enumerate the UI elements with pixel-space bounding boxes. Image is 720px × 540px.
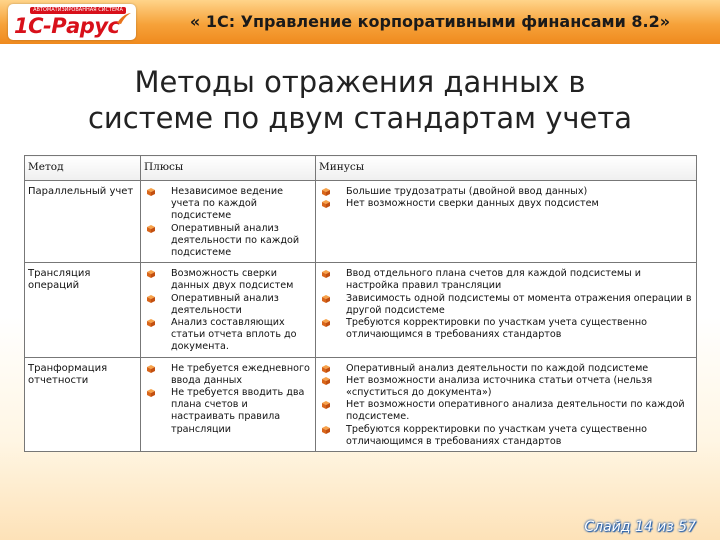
header-bar (0, 0, 720, 44)
cons-cell (316, 357, 697, 451)
orange-cube-bullet-icon (147, 365, 155, 373)
cons-item-text: Большие трудозатраты (двойной ввод данных) (346, 186, 588, 197)
pros-item-text: Оперативный анализ деятельности (171, 292, 279, 316)
slide-title (0, 64, 720, 136)
cons-item-text: Оперативный анализ деятельности по каждой подсистеме (346, 362, 649, 374)
brand-logo (8, 4, 136, 40)
list-item (319, 375, 693, 399)
orange-cube-bullet-icon (147, 295, 155, 303)
slide-title-line-1: Методы отражения данных в (134, 65, 586, 99)
pros-list (144, 186, 312, 259)
cons-cell (316, 181, 697, 263)
cons-item-text: Нет возможности сверки данных двух подсистем (346, 198, 599, 210)
column-header-cons: Минусы (316, 156, 697, 181)
method-cell: Трансляция операций (25, 263, 141, 357)
list-item (319, 399, 693, 423)
orange-cube-bullet-icon (322, 200, 330, 208)
orange-cube-bullet-icon (322, 270, 330, 278)
list-item (319, 186, 693, 198)
pros-item-text: Оперативный анализ деятельности по каждой подсистеме (171, 222, 300, 259)
method-cell: Транформация отчетности (25, 357, 141, 451)
cons-cell (316, 263, 697, 357)
cons-item-text: Требуются корректировки по участкам учета существенно отличающимся в требованиях стандартов (346, 317, 647, 341)
table-row (25, 263, 697, 357)
orange-cube-bullet-icon (322, 295, 330, 303)
cons-item-text: Зависимость одной подсистемы от момента отражения операции в другой подсистеме (346, 292, 692, 316)
table-row (25, 357, 697, 451)
cons-list (319, 363, 693, 448)
cons-item-text: Ввод отдельного плана счетов для каждой подсистемы и настройка правил трансляции (346, 268, 641, 292)
list-item (144, 317, 312, 354)
list-item (319, 293, 693, 317)
pros-cell (141, 357, 316, 451)
list-item (144, 186, 312, 223)
table-header-row (25, 156, 697, 181)
orange-cube-bullet-icon (147, 389, 155, 397)
table-row (25, 181, 697, 263)
orange-cube-bullet-icon (147, 270, 155, 278)
cons-item-text: Нет возможности оперативного анализа деятельности по каждой подсистеме. (346, 399, 685, 423)
pros-list (144, 363, 312, 436)
pros-list (144, 268, 312, 353)
orange-cube-bullet-icon (322, 426, 330, 434)
pros-cell (141, 181, 316, 263)
orange-cube-bullet-icon (322, 319, 330, 327)
logo-caption: АВТОМАТИЗИРОВАННАЯ СИСТЕМА (30, 7, 126, 14)
orange-cube-bullet-icon (322, 401, 330, 409)
list-item (319, 363, 693, 375)
list-item (144, 387, 312, 436)
cons-item-text: Требуются корректировки по участкам учета существенно отличающимся в требованиях стандартов (346, 423, 647, 447)
list-item (319, 424, 693, 448)
orange-cube-bullet-icon (147, 225, 155, 233)
methods-table (24, 155, 697, 452)
pros-item-text: Независимое ведение учета по каждой подсистеме (171, 186, 284, 222)
logo-wordmark: 1С-Рарус (14, 14, 120, 38)
header-title: « 1С: Управление корпоративными финансами 8.2» (189, 12, 671, 31)
slide-counter: Слайд 14 из 57 (584, 519, 696, 535)
list-item (144, 223, 312, 260)
pros-item-text: Не требуется ежедневного ввода данных (171, 362, 310, 386)
list-item (144, 268, 312, 292)
swoosh-icon (116, 11, 132, 27)
list-item (319, 268, 693, 292)
table-body (25, 181, 697, 452)
list-item (319, 198, 693, 210)
list-item (319, 317, 693, 341)
orange-cube-bullet-icon (322, 365, 330, 373)
slide-title-line-2: системе по двум стандартам учета (87, 101, 633, 135)
cons-list (319, 268, 693, 341)
column-header-pros: Плюсы (141, 156, 316, 181)
cons-list (319, 186, 693, 210)
list-item (144, 293, 312, 317)
orange-cube-bullet-icon (322, 188, 330, 196)
pros-item-text: Не требуется вводить два плана счетов и настраивать правила трансляции (171, 387, 305, 435)
cons-item-text: Нет возможности анализа источника статьи отчета (нельзя «спуститься до документа») (346, 374, 653, 399)
pros-cell (141, 263, 316, 357)
orange-cube-bullet-icon (147, 188, 155, 196)
pros-item-text: Анализ составляющих статьи отчета вплоть до документа. (171, 317, 297, 353)
pros-item-text: Возможность сверки данных двух подсистем (171, 268, 294, 292)
list-item (144, 363, 312, 387)
orange-cube-bullet-icon (147, 319, 155, 327)
method-cell: Параллельный учет (25, 181, 141, 263)
column-header-method: Метод (25, 156, 141, 181)
orange-cube-bullet-icon (322, 377, 330, 385)
